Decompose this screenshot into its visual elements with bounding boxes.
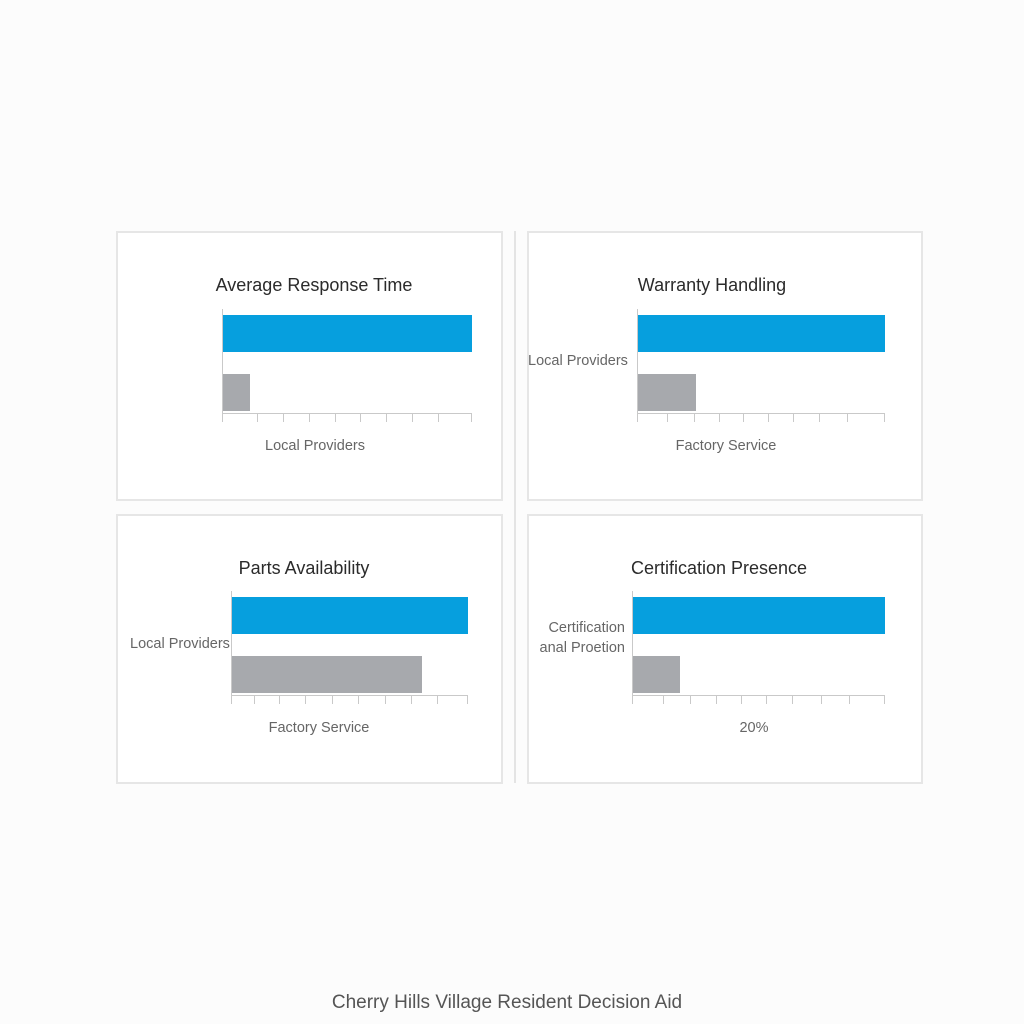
chart-title: Certification Presence [630,558,808,578]
x-axis [632,695,885,696]
panel-average-response-time [116,231,503,501]
y-axis-label: Local Providers [130,636,230,652]
x-axis-label: Local Providers [265,438,365,454]
chart-title: Average Response Time [215,275,413,295]
x-axis [231,695,468,696]
x-axis-label: 20% [739,720,769,736]
y-axis-label [530,618,625,658]
bar-gray [223,374,250,411]
y-axis-label: Local Providers [528,353,628,369]
x-axis-label: Factory Service [268,720,370,736]
x-axis [222,413,472,414]
bar-blue [223,315,472,352]
y-axis-label-line2: anal Proetion [539,640,625,656]
bar-blue [633,597,885,634]
bar-blue [638,315,885,352]
vertical-divider [514,231,516,783]
bar-blue [232,597,468,634]
bar-gray [638,374,696,411]
x-axis-label: Factory Service [675,438,777,454]
bar-gray [633,656,680,693]
y-axis-label-line1: Certification [548,620,625,636]
chart-title: Warranty Handling [637,275,787,295]
chart-title: Parts Availability [238,558,370,578]
footer-title: Cherry Hills Village Resident Decision Aid [331,992,683,1013]
bar-gray [232,656,422,693]
